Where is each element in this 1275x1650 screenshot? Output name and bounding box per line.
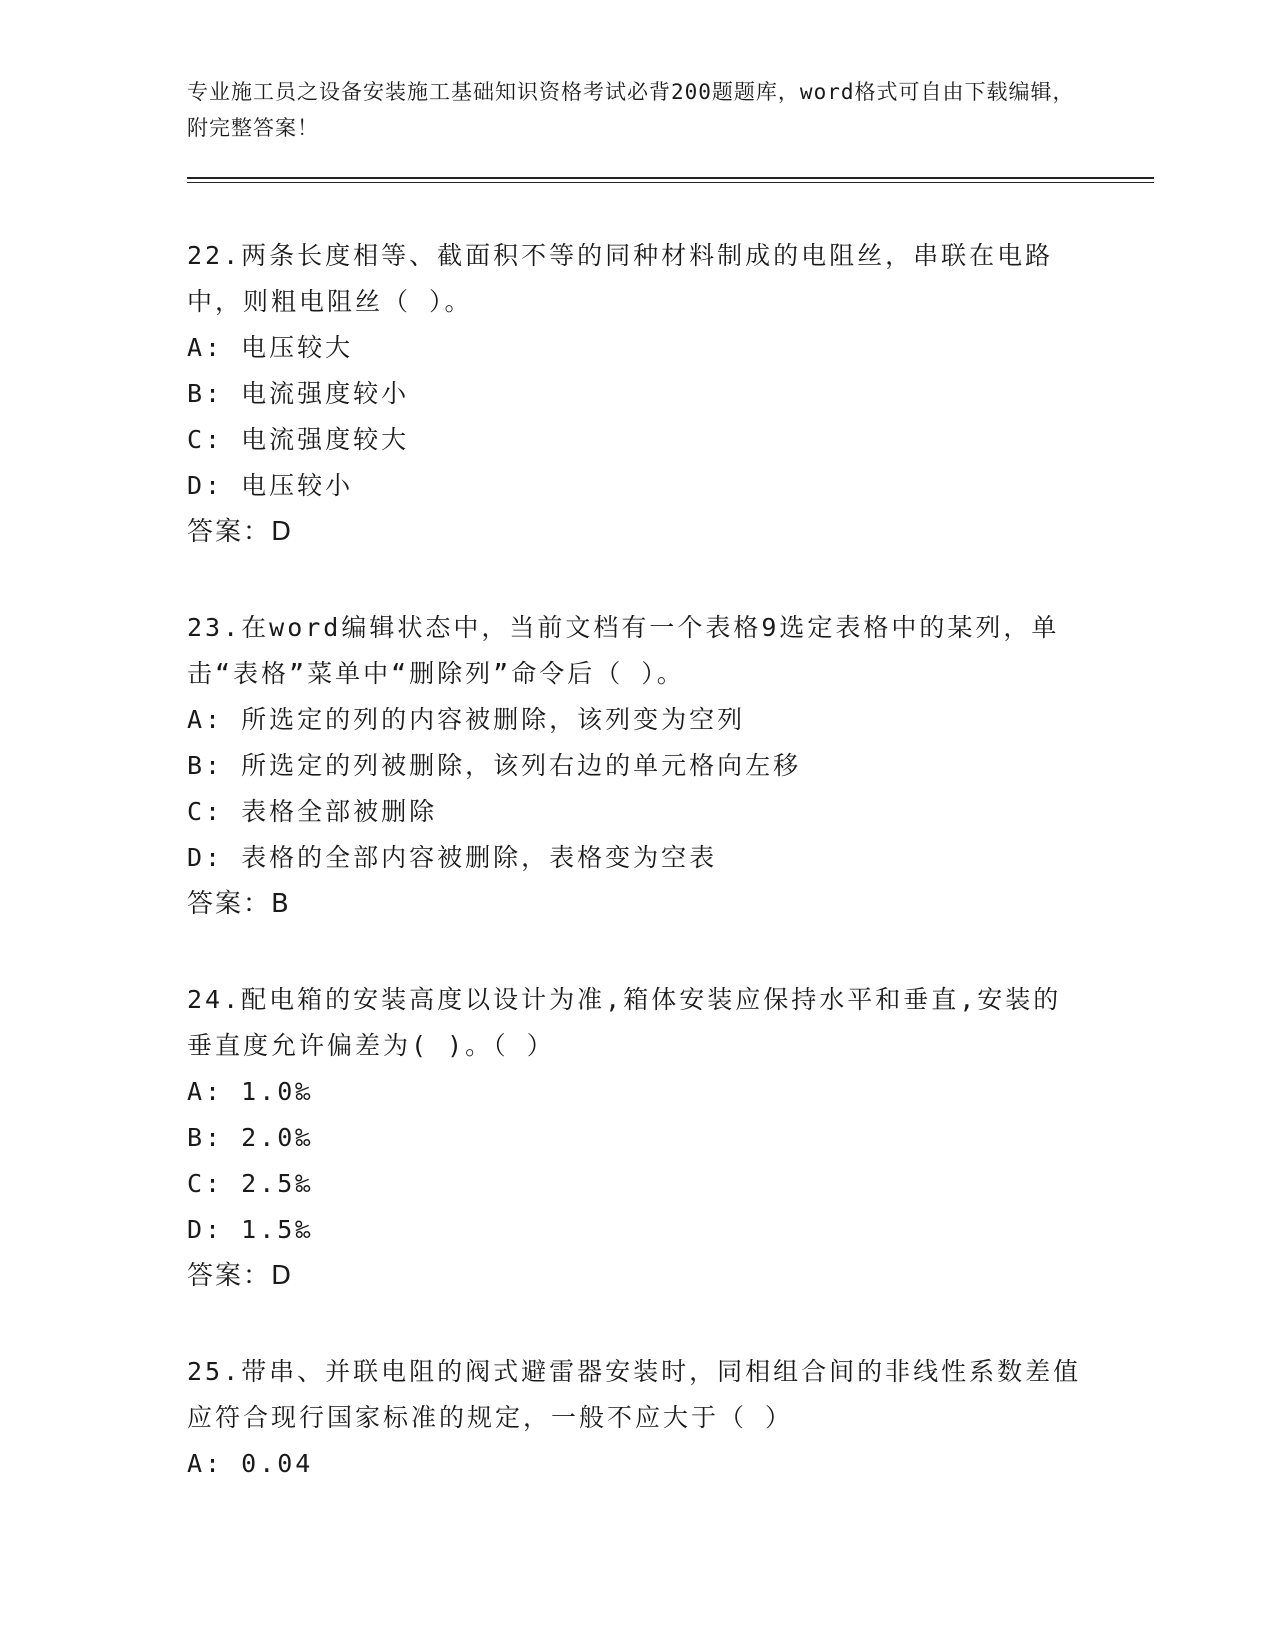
question-text: 22.两条长度相等、截面积不等的同种材料制成的电阻丝，串联在电路中，则粗电阻丝（ ）。 [187, 241, 1054, 316]
answer-label: 答案：B [187, 889, 291, 919]
question-list [187, 233, 1087, 1537]
option-d: D: 表格的全部内容被删除，表格变为空表 [187, 843, 718, 872]
option-a: A: 电压较大 [187, 333, 354, 362]
question-text: 25.带串、并联电阻的阀式避雷器安装时，同相组合间的非线性系数差值应符合现行国家标准的规定，一般不应大于（ ） [187, 1357, 1082, 1432]
document-header: 专业施工员之设备安装施工基础知识资格考试必背200题题库，word格式可自由下载编辑，附完整答案！ [187, 80, 1075, 140]
option-a: A: 所选定的列的内容被删除，该列变为空列 [187, 705, 746, 734]
question-24 [187, 977, 1087, 1299]
option-a: A: 0.04 [187, 1449, 314, 1478]
option-c: C: 电流强度较大 [187, 425, 410, 454]
option-a: A: 1.0‰ [187, 1077, 314, 1106]
question-text: 23.在word编辑状态中，当前文档有一个表格9选定表格中的某列，单击“表格”菜单中“删除列”命令后（ ）。 [187, 613, 1060, 688]
answer-label: 答案：D [187, 517, 294, 547]
option-d: D: 1.5‰ [187, 1215, 314, 1244]
option-b: B: 电流强度较小 [187, 379, 410, 408]
question-22 [187, 233, 1087, 555]
question-25 [187, 1349, 1087, 1487]
option-c: C: 表格全部被删除 [187, 797, 438, 826]
option-c: C: 2.5‰ [187, 1169, 314, 1198]
header-divider [187, 177, 1154, 183]
answer-label: 答案：D [187, 1261, 294, 1291]
question-text: 24.配电箱的安装高度以设计为准,箱体安装应保持水平和垂直,安装的垂直度允许偏差为( )。（ ） [187, 985, 1062, 1060]
option-b: B: 所选定的列被删除，该列右边的单元格向左移 [187, 751, 802, 780]
question-23 [187, 605, 1087, 927]
option-d: D: 电压较小 [187, 471, 354, 500]
option-b: B: 2.0‰ [187, 1123, 314, 1152]
